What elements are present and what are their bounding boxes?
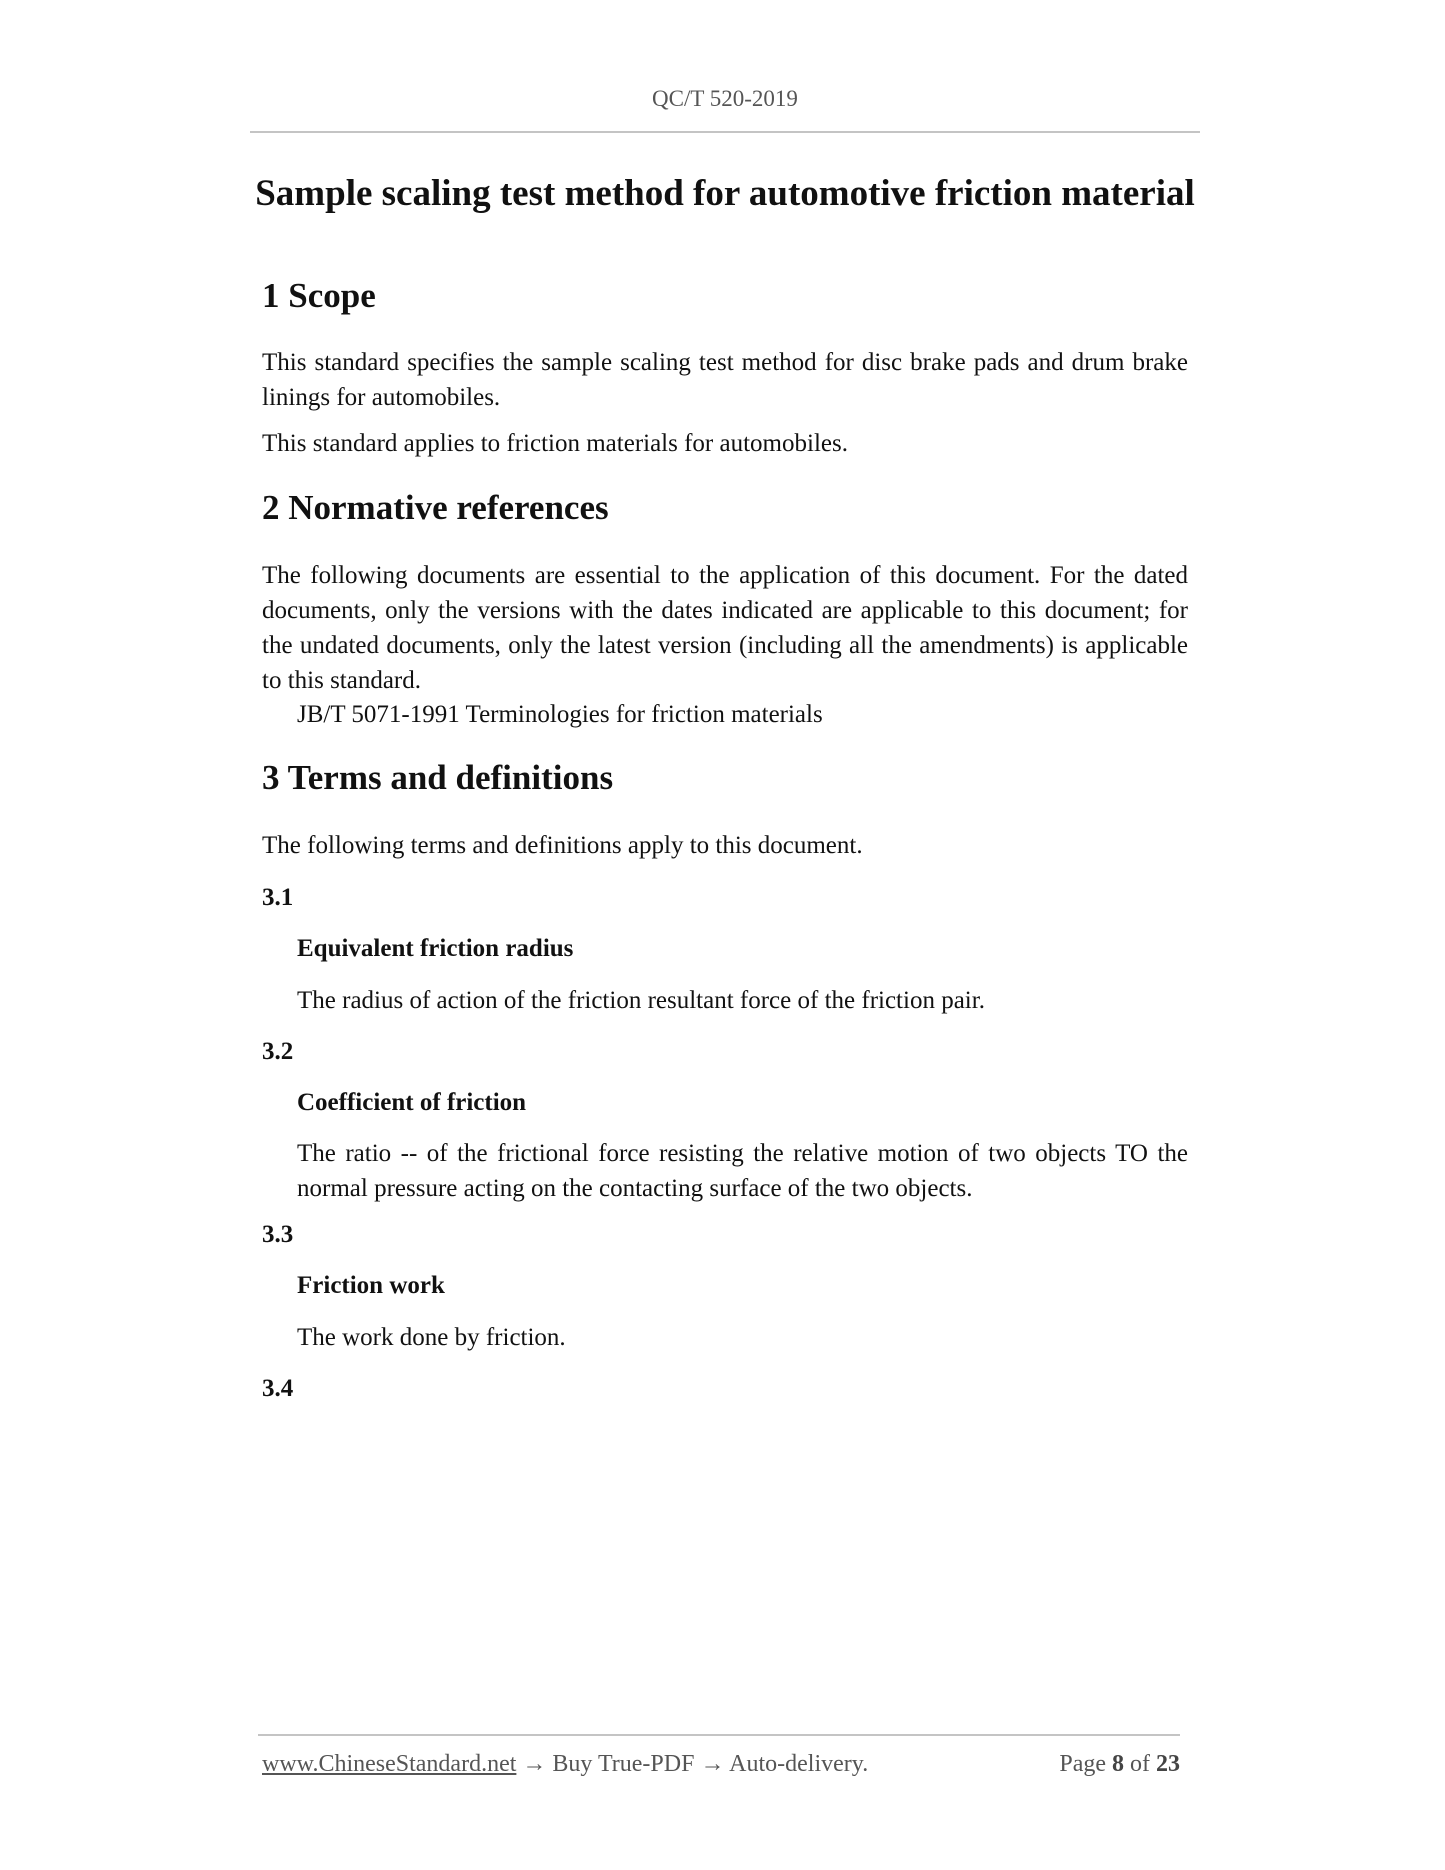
term-definition: The ratio -- of the frictional force resisting the relative motion of two objects TO the normal pressure acting on the contacting surface of the two objects. — [297, 1140, 1188, 1202]
page-indicator — [1059, 1751, 1180, 1778]
normative-references-paragraph: The following documents are essential to the application of this document. For the dated documents, only the versions with the dates indicated are applicable to this document; for the undated documents, only the latest version (including all the amendments) is applicable to this standard. — [262, 562, 1188, 694]
arrow-right-icon: → — [522, 1751, 547, 1777]
section-heading-scope: 1 Scope — [262, 276, 376, 315]
normative-reference-item: JB/T 5071-1991 Terminologies for friction materials — [297, 701, 823, 728]
section-heading-normative-references: 2 Normative references — [262, 488, 609, 527]
arrow-right-icon: → — [700, 1751, 725, 1777]
of-label: of — [1130, 1751, 1150, 1777]
term-number: 3.3 — [262, 1221, 294, 1248]
terms-intro-paragraph: The following terms and definitions apply to this document. — [262, 832, 863, 859]
page-header-doc-code: QC/T 520-2019 — [652, 86, 798, 111]
page-footer — [262, 1751, 1180, 1778]
term-number: 3.2 — [262, 1038, 294, 1065]
term-definition: The radius of action of the friction resultant force of the friction pair. — [297, 987, 985, 1014]
section-heading-terms-definitions: 3 Terms and definitions — [262, 758, 614, 797]
term-number: 3.1 — [262, 884, 294, 911]
document-title: Sample scaling test method for automotive friction material — [255, 173, 1195, 214]
term-name: Equivalent friction radius — [297, 935, 574, 962]
header-divider — [250, 131, 1200, 133]
chinesestandard-link[interactable]: www.ChineseStandard.net — [262, 1751, 517, 1777]
term-name: Coefficient of friction — [297, 1089, 527, 1116]
scope-paragraph-1: This standard specifies the sample scaling test method for disc brake pads and drum brake linings for automobiles. — [262, 349, 1188, 411]
footer-divider — [258, 1734, 1180, 1736]
current-page-number: 8 — [1112, 1751, 1124, 1777]
page-label: Page — [1059, 1751, 1106, 1777]
term-name: Friction work — [297, 1272, 445, 1299]
auto-delivery-text: Auto-delivery. — [729, 1751, 869, 1777]
total-page-count: 23 — [1156, 1751, 1180, 1777]
term-number: 3.4 — [262, 1375, 294, 1402]
buy-true-pdf-text: Buy True-PDF — [552, 1751, 695, 1777]
scope-paragraph-2: This standard applies to friction materials for automobiles. — [262, 430, 848, 457]
term-definition: The work done by friction. — [297, 1324, 566, 1351]
